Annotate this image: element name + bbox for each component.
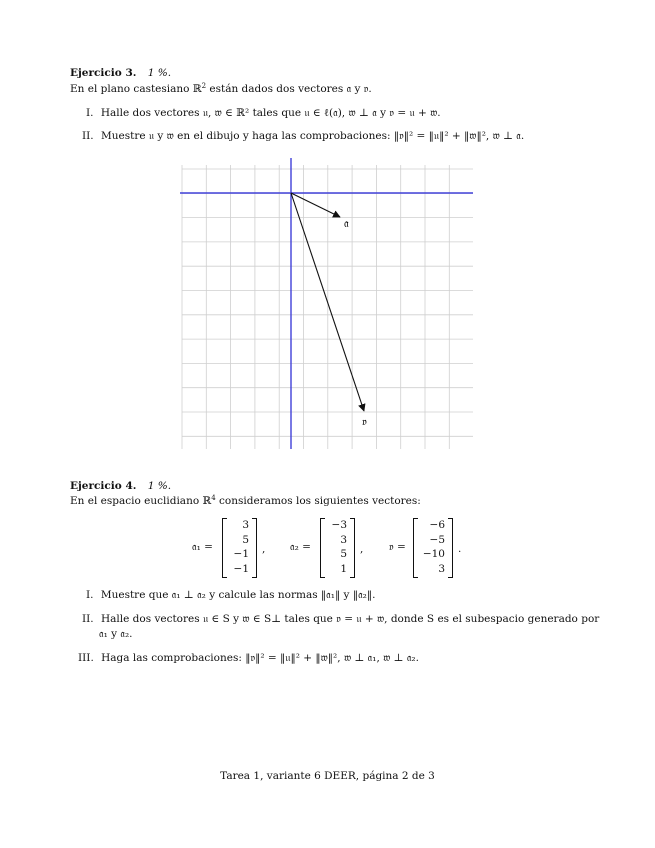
ex4-weight: 1 %. [147, 480, 172, 492]
a1-entry: 3 [242, 519, 249, 531]
ex4-intro [70, 494, 421, 507]
a1-comma: , [262, 543, 266, 555]
a2-comma: , [360, 543, 364, 555]
a2-label: 𝔞₂ = [290, 541, 311, 553]
grid-lines [182, 165, 473, 449]
a1-vector [224, 518, 249, 576]
ex3-item-ii-text: Muestre 𝔲 y 𝔴 en el dibujo y haga las comprobaciones: ‖𝔳‖² = ‖𝔲‖² + ‖𝔴‖², 𝔴 ⊥ 𝔞. [100, 130, 525, 142]
v-period: . [458, 543, 462, 555]
a2-entry: 1 [340, 562, 347, 575]
v-vector [415, 518, 445, 576]
vector-v-label: 𝔳 [362, 415, 367, 428]
a1-entry: −1 [233, 548, 249, 560]
ex3-intro-text: En el plano castesiano ℝ [70, 83, 202, 95]
v-entry: −5 [429, 533, 445, 546]
v-label: 𝔳 = [389, 541, 406, 553]
ex3-item-i-text: Halle dos vectores 𝔲, 𝔴 ∈ ℝ² tales que 𝔲 ∈ ℓ(𝔞), 𝔴 ⊥ 𝔞 y 𝔳 = 𝔲 + 𝔴. [100, 107, 441, 119]
ex3-title: Ejercicio 3. [70, 67, 137, 79]
a2-entry: 3 [340, 533, 347, 546]
vector-a-label: 𝔞 [344, 217, 349, 230]
ex3-weight: 1 %. [147, 67, 172, 79]
v-entry: −10 [422, 548, 445, 560]
ex4-item-i-num: I. [86, 589, 94, 601]
ex4-item-ii-cont: 𝔞₁ y 𝔞₂. [99, 628, 133, 640]
ex4-title: Ejercicio 4. [70, 480, 137, 492]
a1-entry: −1 [233, 562, 249, 575]
a2-entry: 5 [340, 548, 347, 560]
ex4-item-ii-num: II. [82, 613, 94, 625]
ex3-intro-text-2: están dados dos vectores 𝔞 y 𝔳. [206, 83, 372, 95]
a2-vector [322, 518, 347, 576]
ex3-intro-sup: 2 [201, 82, 207, 90]
ex4-intro-text: En el espacio euclidiano ℝ [70, 495, 212, 507]
a2-entry: −3 [331, 519, 347, 531]
a1-bracket-right [252, 518, 257, 578]
v-entry: −6 [429, 519, 445, 531]
ex4-item-iii [78, 652, 419, 665]
a2-bracket-right [350, 518, 355, 578]
ex4-item-ii [82, 613, 599, 626]
ex4-heading [70, 480, 171, 492]
ex4-item-i [86, 589, 375, 602]
v-bracket-right [448, 518, 453, 578]
a1-label: 𝔞₁ = [192, 541, 213, 553]
ex4-item-iii-text: Haga las comprobaciones: ‖𝔳‖² = ‖𝔲‖² + ‖𝔴‖², 𝔴 ⊥ 𝔞₁, 𝔴 ⊥ 𝔞₂. [101, 652, 419, 664]
ex4-intro-sup: 4 [211, 494, 216, 502]
ex4-item-ii-text: Halle dos vectores 𝔲 ∈ S y 𝔴 ∈ S⊥ tales que 𝔳 = 𝔲 + 𝔴, donde S es el subespacio generado por [100, 613, 600, 625]
ex3-item-i-num: I. [86, 107, 94, 119]
ex3-item-ii-num: II. [82, 130, 94, 142]
v-entry: 3 [438, 562, 445, 575]
a1-entry: 5 [242, 533, 249, 546]
ex4-intro-text-2: consideramos los siguientes vectores: [215, 495, 421, 507]
ex4-item-iii-num: III. [78, 652, 94, 664]
page-footer: Tarea 1, variante 6 DEER, página 2 de 3 [220, 770, 435, 782]
ex4-item-i-text: Muestre que 𝔞₁ ⊥ 𝔞₂ y calcule las normas ‖𝔞₁‖ y ‖𝔞₂‖. [100, 589, 376, 601]
